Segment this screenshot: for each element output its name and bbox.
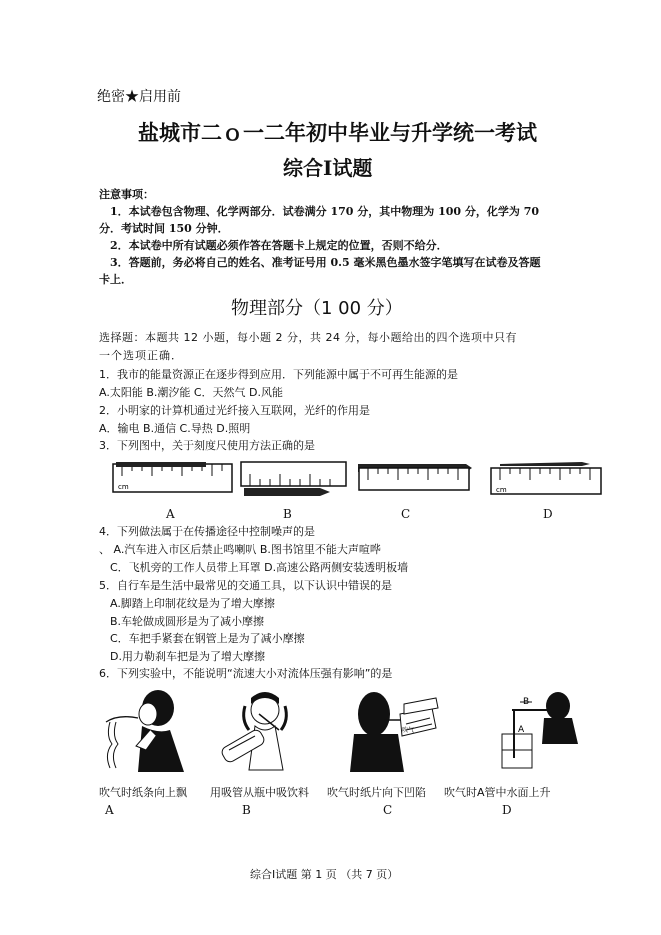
question-6: 6．下列实验中，不能说明“流速大小对流体压强有影响”的是 [99,667,393,680]
notice-item-3: 3．答题前，务必将自己的姓名、准考证号用 0.5 毫米黑色墨水签字笔填写在试卷及答题 [110,256,541,269]
ruler-letter-a: A [166,507,175,521]
illustration-blow-paper-strip [98,684,193,772]
q6-letter-b: B [242,803,251,817]
question-2-options: A．输电 B.通信 C.导热 D.照明 [99,422,251,435]
q6-caption-d: 吹气时A管中水面上升 [444,786,551,799]
page-footer: 综合Ⅰ试题 第 1 页 （共 7 页） [250,868,399,881]
ruler-figure-c [358,458,472,494]
question-4-options-1: 、 A.汽车进入市区后禁止鸣喇叭 B.图书馆里不能大声喧哗 [99,543,381,556]
ruler-letter-d: D [543,507,553,521]
exam-title: 盐城市二ｏ一二年初中毕业与升学统一考试 [138,120,537,145]
confidential-mark: 绝密★启用前 [97,89,181,105]
question-1: 1．我市的能量资源正在逐步得到应用．下列能源中属于不可再生能源的是 [99,368,458,381]
illustration-blow-tube-water [490,684,585,772]
q6-caption-a: 吹气时纸条向上飘 [99,786,187,799]
choice-intro: 选择题：本题共 12 小题，每小题 2 分，共 24 分，每小题给出的四个选项中只有 [99,331,517,344]
q6-caption-b: 用吸管从瓶中吸饮料 [210,786,309,799]
svg-text:吹气: 吹气 [402,727,415,734]
choice-intro-cont: 一个选项正确． [99,349,183,362]
question-5: 5．自行车是生活中最常见的交通工具，以下认识中错误的是 [99,579,392,592]
svg-text:cm: cm [496,486,507,494]
question-3: 3．下列图中，关于刻度尺使用方法正确的是 [99,439,315,452]
svg-text:B: B [523,697,530,707]
illustration-blow-paper-sheet [344,684,439,772]
question-5-option-c: C．车把手紧套在钢管上是为了减小摩擦 [110,632,305,645]
notice-item-1-cont: 分．考试时间 150 分钟． [99,222,229,235]
notice-heading: 注意事项： [99,188,154,201]
illustration-straw-drink [215,690,310,772]
svg-text:A: A [518,725,525,735]
exam-subtitle: 综合Ⅰ试题 [283,156,373,180]
notice-item-3-cont: 卡上． [99,273,132,286]
question-4: 4．下列做法属于在传播途径中控制噪声的是 [99,525,315,538]
question-5-option-a: A.脚踏上印制花纹是为了增大摩擦 [110,597,275,610]
notice-item-2: 2．本试卷中所有试题必须作答在答题卡上规定的位置，否则不给分． [110,239,448,252]
q6-letter-c: C [383,803,393,817]
question-2: 2．小明家的计算机通过光纤接入互联网，光纤的作用是 [99,404,370,417]
q6-letter-a: A [105,803,114,817]
svg-text:cm: cm [118,483,129,491]
ruler-letter-b: B [283,507,292,521]
q6-letter-d: D [502,803,512,817]
ruler-letter-c: C [401,507,411,521]
question-5-option-b: B.车轮做成圆形是为了减小摩擦 [110,615,265,628]
q6-caption-c: 吹气时纸片向下凹陷 [327,786,426,799]
ruler-figure-a [112,462,234,496]
ruler-figure-b [240,460,348,498]
section-title: 物理部分（1 00 分） [231,298,403,319]
ruler-figure-d [490,458,604,498]
question-4-options-2: C．飞机旁的工作人员带上耳罩 D.高速公路两侧安装透明板墙 [110,561,409,574]
question-5-option-d: D.用力勒刹车把是为了增大摩擦 [110,650,265,663]
notice-item-1: 1．本试卷包含物理、化学两部分．试卷满分 170 分，其中物理为 100 分，化学为 70 [110,205,540,218]
question-1-options: A.太阳能 B.潮汐能 C．天然气 D.风能 [99,386,284,399]
